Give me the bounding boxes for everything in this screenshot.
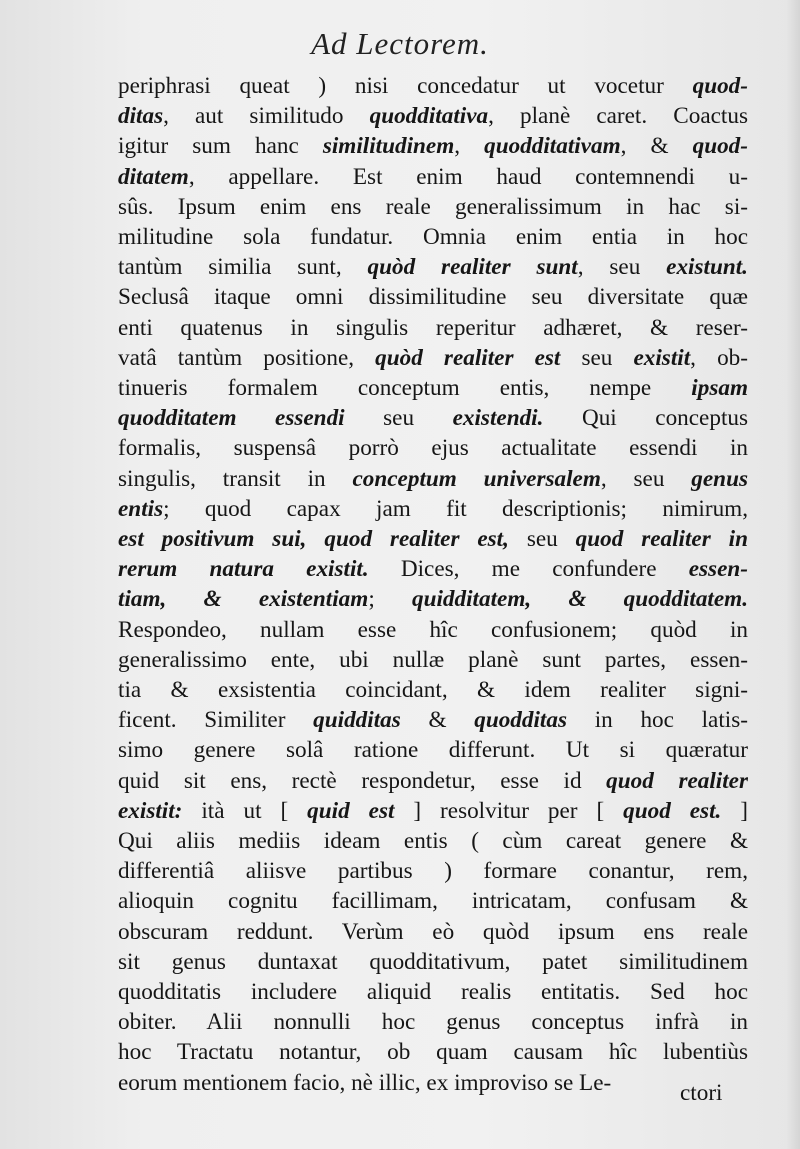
italic-text: ditatem xyxy=(118,163,189,190)
text-segment: sûs. Ipsum enim ens reale generalissimum in hac si- xyxy=(118,193,748,220)
italic-text: est positivum sui, quod realiter est, xyxy=(118,526,509,552)
italic-text: quodditativa xyxy=(369,103,489,130)
text-segment: obscuram reddunt. Verùm eò quòd ipsum ens reale xyxy=(118,918,748,945)
text-line xyxy=(118,976,748,1008)
text-line xyxy=(118,523,748,555)
italic-text: quòd realiter est xyxy=(375,344,561,371)
text-segment: , aut similitudo xyxy=(163,103,370,130)
italic-text: quidditas xyxy=(313,707,401,734)
text-line xyxy=(118,312,748,344)
text-segment: formalis, suspensâ porrò ejus actualitate essendi in xyxy=(118,435,748,462)
text-line xyxy=(118,765,748,797)
text-segment: ] resolvitur per [ xyxy=(394,797,624,824)
running-head: Ad Lectorem. xyxy=(311,26,489,61)
text-line xyxy=(118,855,748,887)
text-segment: seu xyxy=(560,344,634,371)
text-line xyxy=(118,946,748,978)
catchword: ctori xyxy=(680,1080,723,1106)
text-segment: ficent. Similiter xyxy=(118,707,314,734)
text-segment: alioquin cognitu facillimam, intricatam, confusam & xyxy=(118,888,748,915)
text-line xyxy=(118,1036,748,1068)
italic-text: quod est. xyxy=(623,797,722,824)
text-line xyxy=(118,795,748,827)
text-segment: simo genere solâ ratione differunt. Ut si quæratur xyxy=(118,737,748,764)
text-line xyxy=(118,161,748,193)
text-line xyxy=(118,704,748,736)
text-segment: tinueris formalem conceptum entis, nempe xyxy=(118,375,692,401)
text-line xyxy=(118,372,748,404)
text-segment: ità ut [ xyxy=(182,797,308,824)
italic-text: quid est xyxy=(307,797,395,824)
text-segment: ; xyxy=(368,586,412,613)
text-segment: Respondeo, nullam esse hîc confusionem; quòd in xyxy=(118,616,748,643)
text-line xyxy=(118,493,748,525)
text-segment: tantùm similia sunt, xyxy=(118,254,368,281)
italic-text: similitudinem xyxy=(322,133,455,160)
text-segment: , xyxy=(454,133,485,160)
italic-text: quidditatem, & quodditatem. xyxy=(412,586,748,613)
text-line xyxy=(118,221,748,253)
page-edge-shadow xyxy=(786,0,800,1149)
text-segment: in hoc latis- xyxy=(567,707,748,734)
text-segment: obiter. Alii nonnulli hoc genus conceptus infrà in xyxy=(118,1009,748,1036)
text-segment: Seclusâ itaque omni dissimilitudine seu diversitate quæ xyxy=(118,284,748,311)
text-segment: , appellare. Est enim haud contemnendi u- xyxy=(188,163,748,190)
italic-text: quodditatem essendi xyxy=(118,405,345,432)
text-line xyxy=(118,70,748,102)
text-line xyxy=(118,916,748,948)
italic-text: quodditativam xyxy=(484,133,621,160)
italic-text: conceptum universalem xyxy=(352,465,601,492)
italic-text: quodditas xyxy=(474,707,567,734)
text-line xyxy=(118,100,748,132)
text-line xyxy=(118,1067,748,1099)
text-segment: ; quod capax jam fit descriptionis; nimirum, xyxy=(163,495,748,522)
italic-text: ipsam xyxy=(691,375,748,401)
text-segment: ] xyxy=(721,797,748,824)
italic-text: quòd realiter sunt xyxy=(367,254,578,281)
text-line xyxy=(118,130,748,162)
italic-text: existit: xyxy=(118,797,183,824)
text-segment: sit genus duntaxat quodditativum, patet similitudinem xyxy=(118,948,748,975)
italic-text: essen- xyxy=(688,556,748,583)
text-line xyxy=(118,674,748,706)
text-line xyxy=(118,553,748,585)
text-segment: & xyxy=(400,707,475,734)
italic-text: ditas xyxy=(118,103,164,130)
text-line xyxy=(118,463,748,495)
italic-text: entis xyxy=(118,495,164,522)
text-line xyxy=(118,432,748,464)
text-segment: , seu xyxy=(577,254,667,281)
italic-text: quod- xyxy=(692,133,748,160)
italic-text: existit xyxy=(633,344,691,371)
text-line xyxy=(118,1006,748,1038)
text-segment: seu xyxy=(508,526,576,552)
text-line xyxy=(118,281,748,313)
text-segment: , & xyxy=(620,133,693,160)
text-line xyxy=(118,885,748,917)
italic-text: quod realiter xyxy=(606,767,748,794)
text-segment: , ob- xyxy=(690,344,748,371)
italic-text: quod- xyxy=(692,73,748,99)
text-line xyxy=(118,402,748,434)
italic-text: genus xyxy=(691,465,748,492)
text-segment: tia & exsistentia coincidant, & idem realiter signi- xyxy=(118,677,748,703)
text-segment: seu xyxy=(344,405,453,432)
text-segment: eorum mentionem facio, nè illic, ex improviso se Le- xyxy=(118,1069,612,1096)
text-segment: , planè caret. Coactus xyxy=(488,103,748,130)
text-line xyxy=(118,734,748,766)
text-segment: , seu xyxy=(600,465,692,492)
text-segment: Qui aliis mediis ideam entis ( cùm careat genere & xyxy=(118,828,748,854)
text-segment: differentiâ aliisve partibus ) formare conantur, rem, xyxy=(118,858,748,885)
text-line xyxy=(118,825,748,857)
italic-text: quod realiter in xyxy=(575,526,748,552)
text-line xyxy=(118,614,748,646)
text-line xyxy=(118,583,748,615)
text-segment: enti quatenus in singulis reperitur adhæret, & reser- xyxy=(118,314,748,341)
text-line xyxy=(118,251,748,283)
text-segment: Dices, me confundere xyxy=(368,556,689,583)
text-segment: quid sit ens, rectè respondetur, esse id xyxy=(118,767,607,794)
italic-text: existendi. xyxy=(452,405,544,432)
text-segment: quodditatis includere aliquid realis entitatis. Sed hoc xyxy=(118,979,748,1005)
text-line xyxy=(118,191,748,223)
text-segment: hoc Tractatu notantur, ob quam causam hîc lubentiùs xyxy=(118,1039,748,1066)
text-segment: singulis, transit in xyxy=(118,465,353,492)
text-line xyxy=(118,644,748,676)
text-segment: Qui conceptus xyxy=(543,405,748,432)
italic-text: rerum natura existit. xyxy=(118,556,369,583)
text-segment: militudine sola fundatur. Omnia enim entia in hoc xyxy=(118,224,748,250)
text-segment: generalissimo ente, ubi nullæ planè sunt partes, essen- xyxy=(118,646,748,673)
text-line xyxy=(118,342,748,374)
italic-text: existunt. xyxy=(666,254,748,281)
text-segment: vatâ tantùm positione, xyxy=(118,344,376,371)
text-segment: igitur sum hanc xyxy=(118,133,323,160)
text-segment: periphrasi queat ) nisi concedatur ut vocetur xyxy=(118,73,693,99)
italic-text: tiam, & existentiam xyxy=(118,586,369,613)
